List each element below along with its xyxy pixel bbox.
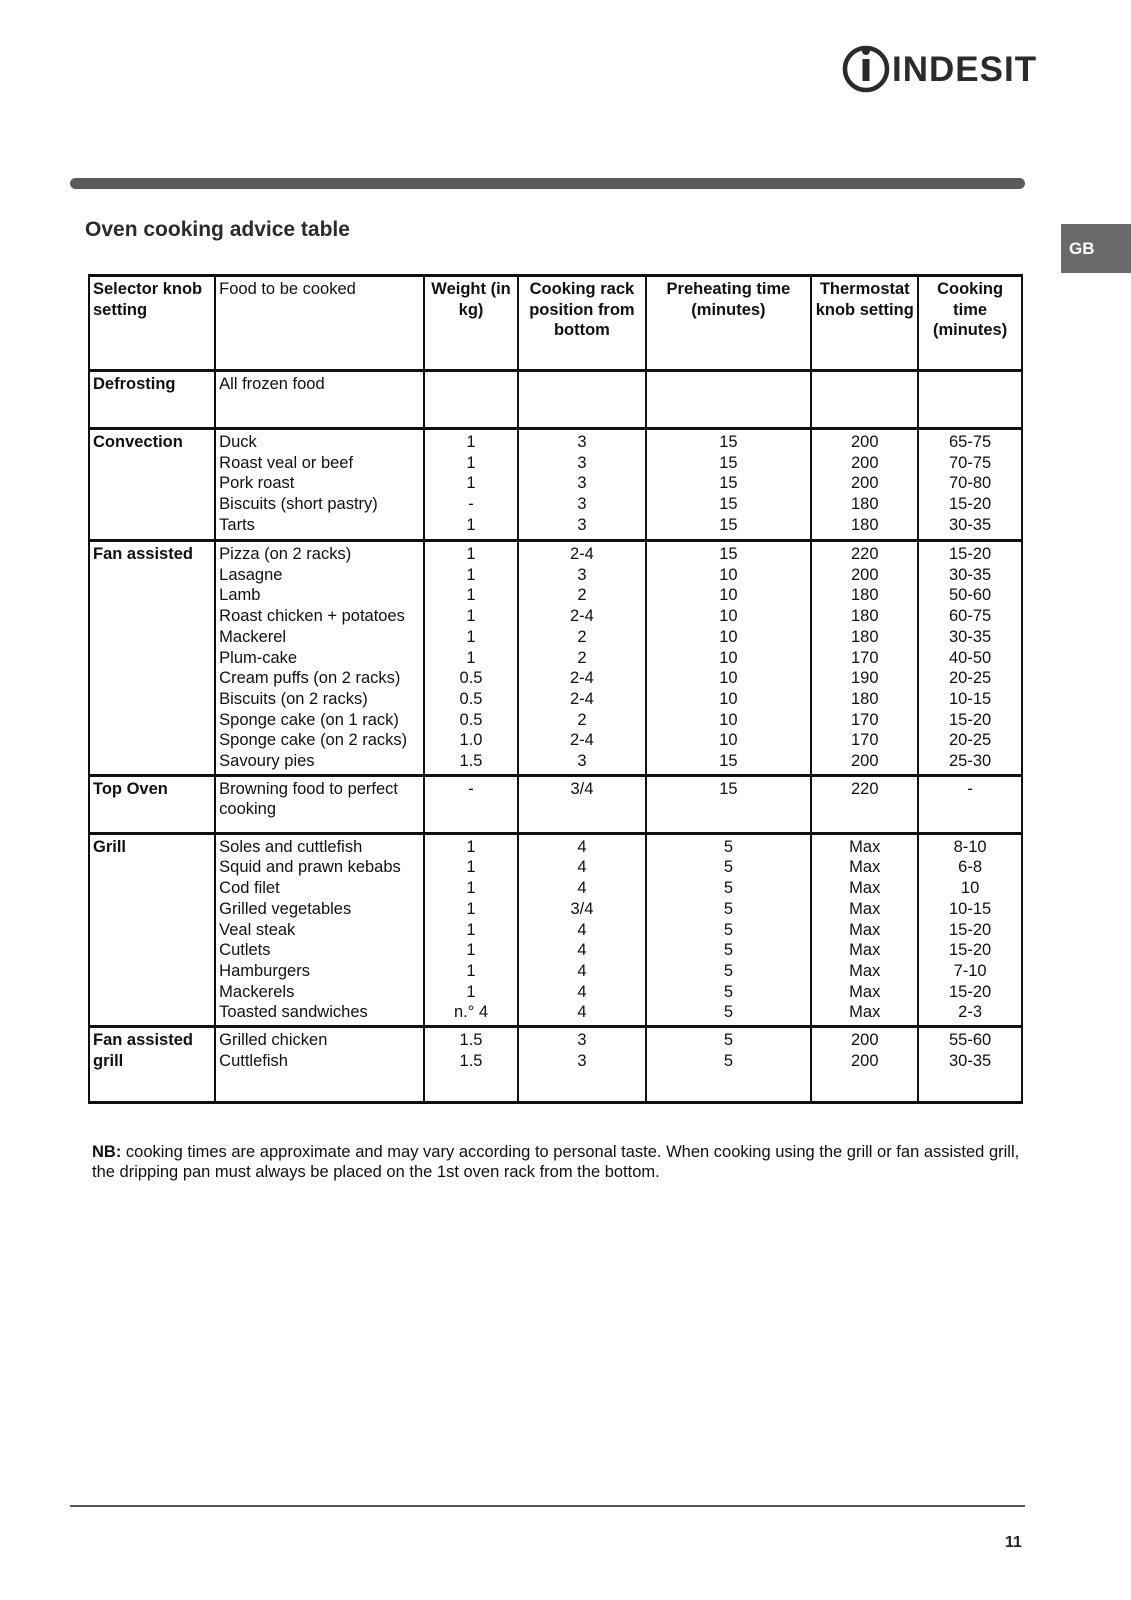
- food-value: Savoury pies: [219, 752, 315, 771]
- preheat-value: 15: [719, 545, 738, 563]
- weight-value: 1: [466, 879, 476, 898]
- cooking-time-value: 25-30: [948, 752, 992, 771]
- food-value: Veal steak: [219, 920, 296, 939]
- cooking-time-cell: [918, 833, 1022, 1026]
- rack-value: 4: [577, 837, 587, 856]
- weight-value: 1.0: [459, 731, 483, 750]
- thermostat-value: 180: [850, 627, 879, 646]
- preheat-value: 15: [719, 779, 738, 798]
- preheat-value: 10: [719, 607, 738, 626]
- cooking-time-value: 6-8: [958, 858, 983, 877]
- weight-value: 0.5: [459, 689, 483, 708]
- cooking-time-value: 30-35: [948, 627, 992, 646]
- thermostat-cell: [811, 371, 918, 429]
- preheat-value: 10: [719, 689, 738, 708]
- weight-value: 1: [466, 648, 476, 667]
- weight-value: 1: [466, 941, 476, 960]
- preheat-cell: [646, 429, 812, 541]
- thermostat-value: 200: [850, 752, 879, 771]
- weight-value: 1: [466, 837, 476, 856]
- rack-value: 3: [577, 453, 587, 472]
- rack-value: 3: [577, 1031, 587, 1050]
- food-cell: [215, 775, 424, 833]
- preheat-value: 10: [719, 565, 738, 584]
- rack-value: 4: [577, 879, 587, 898]
- thermostat-value: 200: [850, 565, 879, 584]
- thermostat-value: 170: [850, 710, 879, 729]
- section-title: Oven cooking advice table: [85, 218, 350, 241]
- weight-value: 1: [466, 565, 476, 584]
- table-header-row: [89, 276, 1022, 371]
- rack-value: 2-4: [569, 731, 594, 750]
- table-group-row: [89, 371, 1022, 429]
- header-thermostat: Thermostat knob setting: [811, 276, 918, 371]
- food-value: Sponge cake (on 2 racks): [219, 731, 408, 750]
- rack-cell: [518, 429, 645, 541]
- preheat-value: 5: [723, 982, 734, 1001]
- selector-setting-cell: Grill: [89, 833, 215, 1026]
- preheat-value: 15: [719, 433, 738, 451]
- rack-cell: [518, 1027, 645, 1103]
- weight-value: 1: [466, 545, 476, 563]
- thermostat-value: Max: [849, 961, 881, 980]
- food-cell: [215, 429, 424, 541]
- food-value: Roast veal or beef: [219, 453, 354, 472]
- food-value: Mackerel: [219, 627, 287, 646]
- rack-value: 2: [577, 648, 587, 667]
- food-value: Roast chicken + potatoes: [219, 607, 405, 626]
- food-cell: [215, 371, 424, 429]
- weight-value: 1.5: [459, 1031, 483, 1050]
- thermostat-value: 200: [850, 433, 879, 451]
- header-setting: Selector knob setting: [89, 276, 215, 371]
- table-group-row: [89, 833, 1022, 1026]
- weight-value: 1.5: [459, 1051, 483, 1070]
- cooking-time-value: 60-75: [948, 607, 992, 626]
- header-cooking-time: Cooking time (minutes): [918, 276, 1022, 371]
- footnote: [92, 1142, 1032, 1183]
- thermostat-value: 180: [850, 515, 879, 534]
- food-value: Soles and cuttlefish: [219, 837, 363, 856]
- rack-value: 4: [577, 858, 587, 877]
- rack-value: 3: [577, 752, 587, 771]
- weight-value: -: [468, 779, 474, 798]
- cooking-time-value: 70-75: [948, 453, 992, 472]
- rack-value: 2-4: [569, 545, 594, 563]
- rack-value: 3: [577, 433, 587, 451]
- preheat-value: 10: [719, 710, 738, 729]
- food-cell: [215, 541, 424, 776]
- food-value: Lasagne: [219, 565, 283, 584]
- thermostat-value: 170: [850, 731, 879, 750]
- preheat-value: 10: [719, 648, 738, 667]
- thermostat-value: Max: [849, 858, 881, 877]
- thermostat-value: 170: [850, 648, 879, 667]
- indesit-logo: [842, 42, 1038, 98]
- indesit-logo-icon: [842, 42, 890, 94]
- thermostat-value: 220: [850, 779, 879, 798]
- preheat-cell: [646, 833, 812, 1026]
- thermostat-value: 220: [850, 545, 879, 563]
- weight-value: 1: [466, 858, 476, 877]
- food-cell: [215, 1027, 424, 1103]
- cooking-time-cell: [918, 775, 1022, 833]
- weight-value: 0.5: [459, 669, 483, 688]
- weight-value: 1: [466, 453, 476, 472]
- preheat-value: 10: [719, 669, 738, 688]
- weight-cell: [424, 775, 519, 833]
- cooking-time-cell: [918, 1027, 1022, 1103]
- weight-cell: [424, 1027, 519, 1103]
- table-group-row: [89, 541, 1022, 776]
- preheat-value: 15: [719, 453, 738, 472]
- food-value: Hamburgers: [219, 961, 310, 980]
- preheat-value: 5: [723, 899, 734, 918]
- food-cell: [215, 833, 424, 1026]
- food-value: Biscuits (short pastry): [219, 495, 378, 514]
- food-value: Toasted sandwiches: [219, 1003, 368, 1022]
- food-value: Squid and prawn kebabs: [219, 858, 401, 877]
- cooking-time-value: 40-50: [948, 648, 992, 667]
- selector-setting-cell: Defrosting: [89, 371, 215, 429]
- cooking-time-value: 70-80: [948, 474, 992, 493]
- weight-cell: [424, 371, 519, 429]
- cooking-time-cell: [918, 429, 1022, 541]
- brand-wordmark: INDESIT: [892, 50, 1038, 89]
- rack-value: 4: [577, 961, 587, 980]
- rack-value: 2: [577, 586, 587, 605]
- header-food: Food to be cooked: [215, 276, 424, 371]
- cooking-time-cell: [918, 541, 1022, 776]
- rack-value: 2: [577, 710, 587, 729]
- preheat-value: 15: [719, 752, 738, 771]
- weight-value: 1: [466, 586, 476, 605]
- weight-value: 1: [466, 433, 476, 451]
- food-value: Lamb: [219, 586, 261, 605]
- preheat-value: 5: [723, 837, 734, 856]
- thermostat-value: Max: [849, 920, 881, 939]
- weight-value: 1: [466, 982, 476, 1001]
- rack-value: 3: [577, 474, 587, 493]
- cooking-time-value: 15-20: [948, 920, 992, 939]
- header-preheat: Preheating time (minutes): [646, 276, 812, 371]
- table-body: [89, 371, 1022, 1103]
- weight-cell: [424, 833, 519, 1026]
- header-weight: Weight (in kg): [424, 276, 519, 371]
- selector-setting-cell: Convection: [89, 429, 215, 541]
- rack-value: 3: [577, 565, 587, 584]
- cooking-time-value: 10-15: [948, 689, 992, 708]
- top-divider: [70, 178, 1025, 189]
- selector-setting-cell: Fan assisted grill: [89, 1027, 215, 1103]
- weight-value: -: [468, 495, 474, 514]
- food-value: Pork roast: [219, 474, 295, 493]
- rack-value: 2: [577, 627, 587, 646]
- preheat-value: 5: [723, 1003, 734, 1022]
- food-value: Mackerels: [219, 982, 295, 1001]
- header-rack: Cooking rack position from bottom: [518, 276, 645, 371]
- thermostat-value: Max: [849, 837, 881, 856]
- selector-setting-cell: Top Oven: [89, 775, 215, 833]
- weight-value: 1: [466, 920, 476, 939]
- rack-cell: [518, 775, 645, 833]
- table-group-row: [89, 1027, 1022, 1103]
- weight-value: 1: [466, 961, 476, 980]
- cooking-time-value: 20-25: [948, 669, 992, 688]
- food-value: Cutlets: [219, 941, 271, 960]
- rack-value: 3/4: [570, 899, 594, 918]
- table-group-row: [89, 429, 1022, 541]
- cooking-time-value: 30-35: [948, 565, 992, 584]
- food-value: Cream puffs (on 2 racks): [219, 669, 401, 688]
- cooking-time-value: 20-25: [948, 731, 992, 750]
- page-number: 11: [1005, 1534, 1022, 1551]
- cooking-time-value: 15-20: [948, 710, 992, 729]
- cooking-time-value: 55-60: [948, 1031, 992, 1050]
- footnote-label: NB:: [92, 1142, 122, 1161]
- rack-value: 3: [577, 515, 587, 534]
- preheat-value: 10: [719, 586, 738, 605]
- cooking-time-value: -: [967, 779, 973, 798]
- rack-cell: [518, 833, 645, 1026]
- preheat-cell: [646, 371, 812, 429]
- bottom-divider: [70, 1505, 1025, 1507]
- cooking-time-value: 15-20: [948, 495, 992, 514]
- food-value: Cuttlefish: [219, 1051, 288, 1070]
- cooking-time-value: 8-10: [953, 837, 987, 856]
- thermostat-value: 190: [850, 669, 879, 688]
- cooking-time-value: 10: [960, 879, 980, 898]
- thermostat-value: 200: [850, 1031, 879, 1050]
- cooking-time-value: 65-75: [948, 433, 992, 451]
- weight-value: 1.5: [459, 752, 483, 771]
- preheat-cell: [646, 541, 812, 776]
- cooking-time-value: 2-3: [958, 1003, 983, 1022]
- thermostat-value: Max: [849, 982, 881, 1001]
- thermostat-value: 200: [850, 453, 879, 472]
- preheat-value: 5: [723, 941, 734, 960]
- thermostat-value: 180: [850, 607, 879, 626]
- thermostat-value: Max: [849, 899, 881, 918]
- cooking-time-value: 15-20: [948, 941, 992, 960]
- cooking-time-value: 15-20: [948, 982, 992, 1001]
- cooking-time-value: 15-20: [948, 545, 992, 563]
- weight-value: 1: [466, 899, 476, 918]
- thermostat-value: Max: [849, 941, 881, 960]
- rack-value: 3/4: [570, 779, 594, 798]
- preheat-value: 10: [719, 627, 738, 646]
- table-group-row: [89, 775, 1022, 833]
- rack-value: 2-4: [569, 669, 594, 688]
- food-value: Browning food to perfect cooking: [219, 779, 399, 819]
- preheat-cell: [646, 775, 812, 833]
- food-value: Tarts: [219, 515, 255, 534]
- food-value: Duck: [219, 433, 257, 451]
- rack-value: 4: [577, 941, 587, 960]
- preheat-value: 15: [719, 474, 738, 493]
- thermostat-value: 200: [850, 474, 879, 493]
- thermostat-value: 200: [850, 1051, 879, 1070]
- rack-cell: [518, 371, 645, 429]
- food-value: Grilled chicken: [219, 1031, 328, 1050]
- preheat-value: 5: [723, 858, 734, 877]
- preheat-value: 15: [719, 515, 738, 534]
- cooking-time-value: 30-35: [948, 515, 992, 534]
- thermostat-value: Max: [849, 879, 881, 898]
- thermostat-cell: [811, 833, 918, 1026]
- preheat-cell: [646, 1027, 812, 1103]
- rack-value: 2-4: [569, 689, 594, 708]
- cooking-time-cell: [918, 371, 1022, 429]
- rack-cell: [518, 541, 645, 776]
- preheat-value: 5: [723, 1051, 734, 1070]
- food-value: Cod filet: [219, 879, 280, 898]
- weight-value: 1: [466, 627, 476, 646]
- preheat-value: 15: [719, 495, 738, 514]
- rack-value: 4: [577, 982, 587, 1001]
- footnote-text: cooking times are approximate and may vary according to personal taste. When cooking using the grill or fan assisted grill, the dripping pan must always be placed on the 1st oven rack from the bottom.: [92, 1142, 1020, 1181]
- rack-value: 3: [577, 1051, 587, 1070]
- thermostat-value: Max: [849, 1003, 881, 1022]
- preheat-value: 5: [723, 1031, 734, 1050]
- thermostat-cell: [811, 541, 918, 776]
- weight-value: n.° 4: [453, 1003, 489, 1022]
- food-value: Biscuits (on 2 racks): [219, 689, 368, 708]
- food-value: Plum-cake: [219, 648, 298, 667]
- rack-value: 4: [577, 1003, 587, 1022]
- weight-value: 1: [466, 607, 476, 626]
- selector-setting-cell: Fan assisted: [89, 541, 215, 776]
- weight-value: 1: [466, 474, 476, 493]
- weight-value: 1: [466, 515, 476, 534]
- preheat-value: 5: [723, 879, 734, 898]
- cooking-time-value: 30-35: [948, 1051, 992, 1070]
- thermostat-cell: [811, 1027, 918, 1103]
- food-value: Sponge cake (on 1 rack): [219, 710, 399, 729]
- cooking-advice-table: [88, 274, 1023, 1104]
- rack-value: 3: [577, 495, 587, 514]
- thermostat-cell: [811, 429, 918, 541]
- food-value: Pizza (on 2 racks): [219, 545, 352, 563]
- food-value: All frozen food: [219, 375, 325, 393]
- language-tab: GB: [1061, 224, 1131, 273]
- weight-value: 0.5: [459, 710, 483, 729]
- weight-cell: [424, 429, 519, 541]
- preheat-value: 10: [719, 731, 738, 750]
- cooking-time-value: 10-15: [948, 899, 992, 918]
- thermostat-cell: [811, 775, 918, 833]
- rack-value: 4: [577, 920, 587, 939]
- cooking-time-value: 7-10: [953, 961, 987, 980]
- thermostat-value: 180: [850, 689, 879, 708]
- food-value: Grilled vegetables: [219, 899, 352, 918]
- thermostat-value: 180: [850, 586, 879, 605]
- weight-cell: [424, 541, 519, 776]
- preheat-value: 5: [723, 961, 734, 980]
- thermostat-value: 180: [850, 495, 879, 514]
- preheat-value: 5: [723, 920, 734, 939]
- cooking-time-value: 50-60: [948, 586, 992, 605]
- rack-value: 2-4: [569, 607, 594, 626]
